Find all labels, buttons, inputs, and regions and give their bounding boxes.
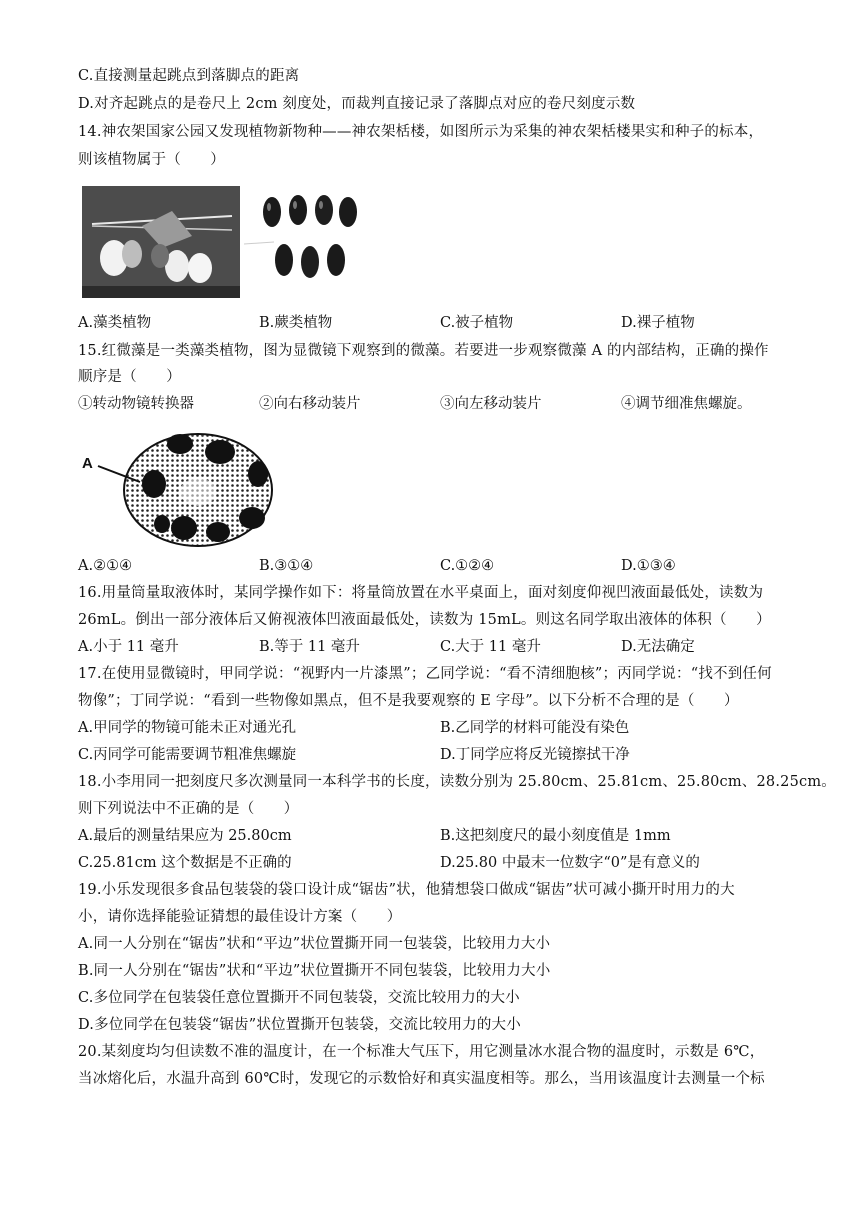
q14-option-d[interactable]: D.裸子植物 bbox=[621, 315, 695, 331]
q15-step-2: ②向右移动装片 bbox=[259, 396, 361, 412]
q17-option-b[interactable]: B.乙同学的材料可能没有染色 bbox=[440, 720, 630, 736]
q14-option-a[interactable]: A.藻类植物 bbox=[78, 315, 152, 331]
q16-stem-line1: 16.用量筒量取液体时，某同学操作如下：将量筒放置在水平桌面上，面对刻度仰视凹液面最低处，读数为 bbox=[78, 585, 764, 601]
q19-option-b[interactable]: B.同一人分别在“锯齿”状和“平边”状位置撕开不同包装袋，比较用力大小 bbox=[78, 963, 551, 979]
microscope-field-figure bbox=[80, 428, 278, 548]
q19-option-a[interactable]: A.同一人分别在“锯齿”状和“平边”状位置撕开同一包装袋，比较用力大小 bbox=[78, 936, 551, 952]
q17-option-a[interactable]: A.甲同学的物镜可能未正对通光孔 bbox=[78, 720, 297, 736]
specimen-seeds-photo bbox=[244, 186, 360, 298]
q17-option-d[interactable]: D.丁同学应将反光镜擦拭干净 bbox=[440, 747, 630, 763]
q18-option-d[interactable]: D.25.80 中最末一位数字“0”是有意义的 bbox=[440, 855, 700, 871]
q18-stem-line2: 则下列说法中不正确的是（ ） bbox=[78, 801, 299, 817]
prev-option-c: C.直接测量起跳点到落脚点的距离 bbox=[78, 68, 300, 84]
q18-option-b[interactable]: B.这把刻度尺的最小刻度值是 1mm bbox=[440, 828, 671, 844]
prev-option-d: D.对齐起跳点的是卷尺上 2cm 刻度处，而裁判直接记录了落脚点对应的卷尺刻度示数 bbox=[78, 96, 636, 112]
q15-option-c[interactable]: C.①②④ bbox=[440, 558, 495, 574]
q14-option-b[interactable]: B.蕨类植物 bbox=[259, 315, 333, 331]
q15-step-1: ①转动物镜转换器 bbox=[78, 396, 194, 412]
q15-option-d[interactable]: D.①③④ bbox=[621, 558, 676, 574]
q15-option-a[interactable]: A.②①④ bbox=[78, 558, 133, 574]
figure-label-a: A bbox=[82, 455, 93, 472]
q15-option-b[interactable]: B.③①④ bbox=[259, 558, 314, 574]
q19-stem-line2: 小，请你选择能验证猜想的最佳设计方案（ ） bbox=[78, 909, 402, 925]
q18-option-a[interactable]: A.最后的测量结果应为 25.80cm bbox=[78, 828, 292, 844]
q15-step-4: ④调节细准焦螺旋。 bbox=[621, 396, 752, 412]
q17-stem-line1: 17.在使用显微镜时，甲同学说：“视野内一片漆黑”；乙同学说：“看不清细胞核”；丙同学说：“找不到任何 bbox=[78, 666, 772, 682]
q16-stem-line2: 26mL。倒出一部分液体后又俯视液体凹液面最低处，读数为 15mL。则这名同学取出液体的体积（ ） bbox=[78, 612, 771, 628]
q17-stem-line2: 物像”；丁同学说：“看到一些物像如黑点，但不是我要观察的 E 字母”。以下分析不合理的是（ ） bbox=[78, 693, 739, 709]
q15-step-3: ③向左移动装片 bbox=[440, 396, 542, 412]
q18-option-c[interactable]: C.25.81cm 这个数据是不正确的 bbox=[78, 855, 292, 871]
q20-stem-line1: 20.某刻度均匀但读数不准的温度计，在一个标准大气压下，用它测量冰水混合物的温度时，示数是 6℃， bbox=[78, 1044, 765, 1060]
q16-option-d[interactable]: D.无法确定 bbox=[621, 639, 695, 655]
q15-stem-line1: 15.红微藻是一类藻类植物，图为显微镜下观察到的微藻。若要进一步观察微藻 A 的内部结构，正确的操作 bbox=[78, 343, 769, 359]
q16-option-a[interactable]: A.小于 11 毫升 bbox=[78, 639, 179, 655]
q16-option-c[interactable]: C.大于 11 毫升 bbox=[440, 639, 541, 655]
q14-stem-line1: 14.神农架国家公园又发现植物新物种——神农架栝楼，如图所示为采集的神农架栝楼果实和种子的标本， bbox=[78, 124, 764, 140]
q17-option-c[interactable]: C.丙同学可能需要调节粗准焦螺旋 bbox=[78, 747, 297, 763]
q19-stem-line1: 19.小乐发现很多食品包装袋的袋口设计成“锯齿”状，他猜想袋口做成“锯齿”状可减小撕开时用力的大 bbox=[78, 882, 735, 898]
q15-stem-line2: 顺序是（ ） bbox=[78, 369, 181, 385]
q16-option-b[interactable]: B.等于 11 毫升 bbox=[259, 639, 360, 655]
q14-option-c[interactable]: C.被子植物 bbox=[440, 315, 514, 331]
specimen-fruit-photo bbox=[82, 186, 240, 298]
q19-option-c[interactable]: C.多位同学在包装袋任意位置撕开不同包装袋，交流比较用力的大小 bbox=[78, 990, 520, 1006]
q20-stem-line2: 当冰熔化后，水温升高到 60℃时，发现它的示数恰好和真实温度相等。那么，当用该温度计去测量一个标 bbox=[78, 1071, 765, 1087]
q18-stem-line1: 18.小李用同一把刻度尺多次测量同一本科学书的长度，读数分别为 25.80cm、25.81cm、25.80cm、28.25cm。 bbox=[78, 774, 836, 790]
q19-option-d[interactable]: D.多位同学在包装袋“锯齿”状位置撕开包装袋，交流比较用力的大小 bbox=[78, 1017, 521, 1033]
q14-stem-line2: 则该植物属于（ ） bbox=[78, 152, 225, 168]
